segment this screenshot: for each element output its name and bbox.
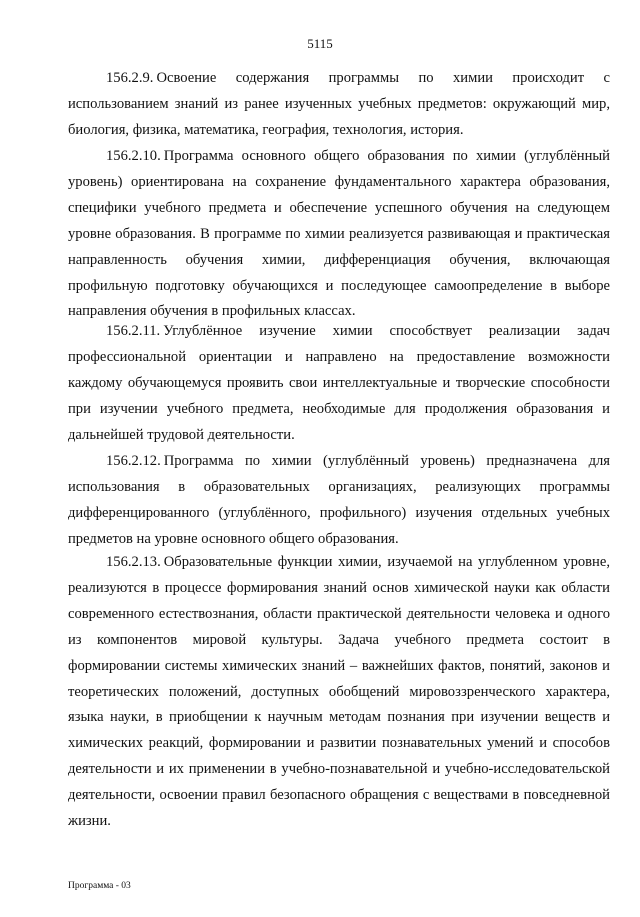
paragraph-number: 156.2.10. <box>106 148 161 164</box>
paragraph-156-2-11 <box>68 319 610 449</box>
paragraph-text: Углублённое изучение химии способствует реализации задач профессиональной ориентации и направлено на предоставление возможности каждому обучающемуся проявить свои интеллектуальные и творческие способности при изучении учебного предмета, необходимые для продолжения образования и дальнейшей трудовой деятельности. <box>68 323 610 443</box>
paragraph-number: 156.2.12. <box>106 453 161 469</box>
paragraph-156-2-9 <box>68 66 610 144</box>
paragraph-text: Освоение содержания программы по химии происходит с использованием знаний из ранее изученных учебных предметов: окружающий мир, биология, физика, математика, география, технология, история. <box>68 70 610 138</box>
paragraph-text: Программа по химии (углублённый уровень) предназначена для использования в образовательных организациях, реализующих программы дифференцированного (углублённого, профильного) изучения отдельных учебных предметов на уровне основного общего образования. <box>68 453 610 547</box>
paragraph-number: 156.2.11. <box>106 323 161 339</box>
page-footer: Программа - 03 <box>68 881 131 891</box>
paragraph-number: 156.2.9. <box>106 70 154 86</box>
paragraph-156-2-10 <box>68 144 610 325</box>
paragraph-text: Программа основного общего образования по химии (углублённый уровень) ориентирована на сохранение фундаментального характера образования, специфики учебного предмета и обеспечение успешного обучения на следующем уровне образования. В программе по химии реализуется развивающая и практическая направленность обучения химии, дифференциация обучения, включающая профильную подготовку обучающихся и последующее самоопределение в выборе направления обучения в профильных классах. <box>68 148 610 320</box>
paragraph-156-2-13 <box>68 550 610 835</box>
paragraph-number: 156.2.13. <box>106 554 161 570</box>
paragraph-text: Образовательные функции химии, изучаемой на углубленном уровне, реализуются в процессе формирования знаний основ химической науки как области современного естествознания, области практической деятельности человека и одного из компонентов мировой культуры. Задача учебного предмета состоит в формировании системы химических знаний – важнейших фактов, понятий, законов и теоретических положений, доступных обобщений мировоззренческого характера, языка науки, в приобщении к научным методам познания при изучении веществ и химических реакций, формировании и развитии познавательных умений и способов деятельности и их применении в учебно-познавательной и учебно-исследовательской деятельности, освоении правил безопасного обращения с веществами в повседневной жизни. <box>68 554 610 830</box>
paragraph-156-2-12 <box>68 449 610 553</box>
page-number: 5115 <box>307 36 333 51</box>
